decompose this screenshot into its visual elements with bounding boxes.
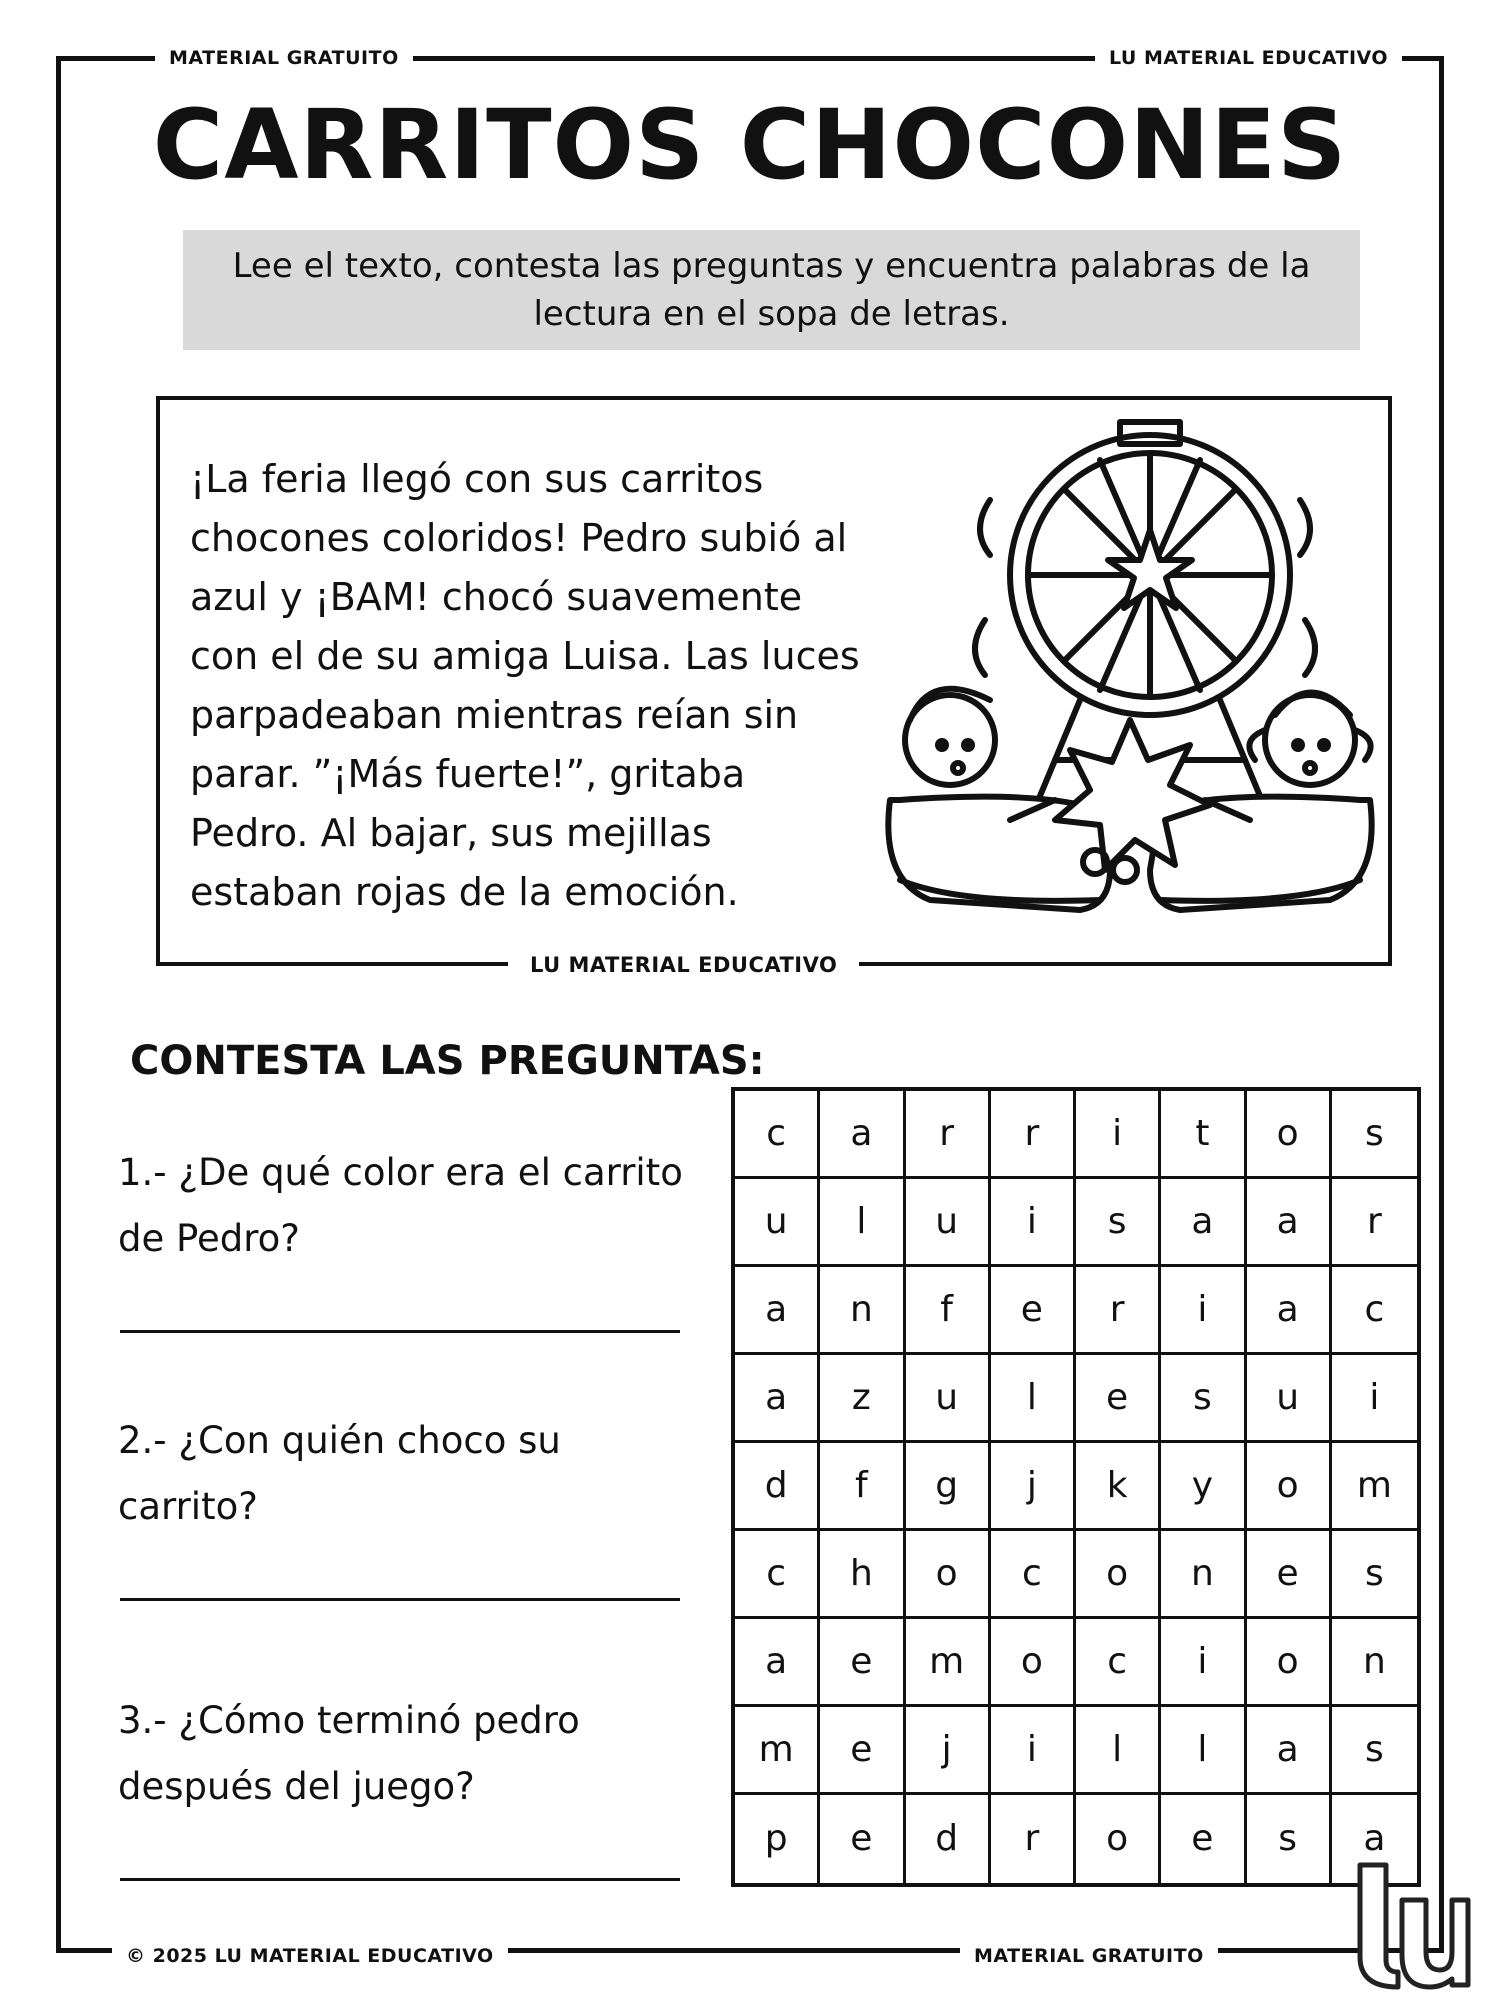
grid-cell[interactable]: o bbox=[1247, 1619, 1332, 1707]
grid-cell[interactable]: a bbox=[1247, 1707, 1332, 1795]
grid-cell[interactable]: f bbox=[820, 1443, 905, 1531]
grid-cell[interactable]: n bbox=[1332, 1619, 1417, 1707]
grid-cell[interactable]: r bbox=[1076, 1267, 1161, 1355]
reading-box bbox=[156, 396, 1392, 966]
grid-cell[interactable]: e bbox=[991, 1267, 1076, 1355]
grid-cell[interactable]: e bbox=[1247, 1531, 1332, 1619]
grid-cell[interactable]: k bbox=[1076, 1443, 1161, 1531]
grid-cell[interactable]: e bbox=[1161, 1795, 1246, 1883]
question-3: 3.- ¿Cómo terminó pedro después del juego? bbox=[118, 1699, 580, 1808]
grid-cell[interactable]: s bbox=[1161, 1355, 1246, 1443]
instructions-box: Lee el texto, contesta las preguntas y encuentra palabras de la lectura en el sopa de letras. bbox=[183, 230, 1360, 350]
grid-cell[interactable]: h bbox=[820, 1531, 905, 1619]
grid-cell[interactable]: t bbox=[1161, 1091, 1246, 1179]
grid-cell[interactable]: n bbox=[1161, 1531, 1246, 1619]
grid-cell[interactable]: c bbox=[1076, 1619, 1161, 1707]
grid-cell[interactable]: s bbox=[1247, 1795, 1332, 1883]
grid-cell[interactable]: o bbox=[906, 1531, 991, 1619]
grid-cell[interactable]: r bbox=[1332, 1179, 1417, 1267]
grid-cell[interactable]: e bbox=[820, 1707, 905, 1795]
grid-cell[interactable]: a bbox=[1161, 1179, 1246, 1267]
grid-cell[interactable]: s bbox=[1332, 1531, 1417, 1619]
grid-cell[interactable]: d bbox=[906, 1795, 991, 1883]
grid-cell[interactable]: a bbox=[735, 1355, 820, 1443]
top-right-label: LU MATERIAL EDUCATIVO bbox=[1095, 46, 1402, 70]
grid-cell[interactable]: u bbox=[906, 1355, 991, 1443]
grid-cell[interactable]: c bbox=[735, 1531, 820, 1619]
grid-cell[interactable]: o bbox=[1076, 1531, 1161, 1619]
grid-cell[interactable]: m bbox=[735, 1707, 820, 1795]
grid-cell[interactable]: a bbox=[735, 1267, 820, 1355]
bumper-cars-illustration bbox=[880, 400, 1380, 960]
grid-cell[interactable]: m bbox=[1332, 1443, 1417, 1531]
word-search-grid bbox=[731, 1087, 1421, 1887]
grid-cell[interactable]: c bbox=[735, 1091, 820, 1179]
answer-line-1[interactable] bbox=[120, 1330, 680, 1333]
reading-box-label: LU MATERIAL EDUCATIVO bbox=[508, 952, 859, 978]
grid-cell[interactable]: s bbox=[1076, 1179, 1161, 1267]
grid-cell[interactable]: p bbox=[735, 1795, 820, 1883]
grid-cell[interactable]: o bbox=[1247, 1091, 1332, 1179]
reading-text: ¡La feria llegó con sus carritos chocones coloridos! Pedro subió al azul y ¡BAM! chocó suavemente con el de su amiga Luisa. Las luces parpadeaban mientras reían sin parar. ”¡Más fuerte!”, gritaba Pedro. Al bajar, sus mejillas estaban rojas de la emoción. bbox=[190, 457, 860, 914]
grid-cell[interactable]: n bbox=[820, 1267, 905, 1355]
grid-cell[interactable]: d bbox=[735, 1443, 820, 1531]
grid-cell[interactable]: a bbox=[1247, 1179, 1332, 1267]
grid-cell[interactable]: r bbox=[991, 1795, 1076, 1883]
grid-cell[interactable]: i bbox=[991, 1179, 1076, 1267]
grid-cell[interactable]: i bbox=[1076, 1091, 1161, 1179]
grid-cell[interactable]: a bbox=[820, 1091, 905, 1179]
grid-cell[interactable]: z bbox=[820, 1355, 905, 1443]
grid-cell[interactable]: o bbox=[991, 1619, 1076, 1707]
bottom-right-label: MATERIAL GRATUITO bbox=[960, 1944, 1218, 1968]
grid-cell[interactable]: a bbox=[1247, 1267, 1332, 1355]
grid-cell[interactable]: g bbox=[906, 1443, 991, 1531]
grid-cell[interactable]: m bbox=[906, 1619, 991, 1707]
top-left-label: MATERIAL GRATUITO bbox=[155, 46, 413, 70]
answer-line-3[interactable] bbox=[120, 1878, 680, 1881]
lu-logo bbox=[1352, 1860, 1472, 1990]
grid-cell[interactable]: l bbox=[1076, 1707, 1161, 1795]
answer-line-2[interactable] bbox=[120, 1598, 680, 1601]
grid-cell[interactable]: l bbox=[991, 1355, 1076, 1443]
grid-cell[interactable]: e bbox=[820, 1619, 905, 1707]
grid-cell[interactable]: l bbox=[1161, 1707, 1246, 1795]
grid-cell[interactable]: f bbox=[906, 1267, 991, 1355]
grid-cell[interactable]: y bbox=[1161, 1443, 1246, 1531]
grid-cell[interactable]: r bbox=[991, 1091, 1076, 1179]
grid-cell[interactable]: u bbox=[906, 1179, 991, 1267]
grid-cell[interactable]: j bbox=[906, 1707, 991, 1795]
grid-cell[interactable]: i bbox=[1161, 1267, 1246, 1355]
grid-cell[interactable]: c bbox=[991, 1531, 1076, 1619]
grid-cell[interactable]: i bbox=[1332, 1355, 1417, 1443]
grid-cell[interactable]: l bbox=[820, 1179, 905, 1267]
grid-cell[interactable]: u bbox=[1247, 1355, 1332, 1443]
grid-cell[interactable]: a bbox=[735, 1619, 820, 1707]
grid-cell[interactable]: i bbox=[991, 1707, 1076, 1795]
grid-cell[interactable]: e bbox=[1076, 1355, 1161, 1443]
grid-cell[interactable]: e bbox=[820, 1795, 905, 1883]
grid-cell[interactable]: o bbox=[1247, 1443, 1332, 1531]
copyright-label: © 2025 LU MATERIAL EDUCATIVO bbox=[112, 1944, 508, 1968]
question-1: 1.- ¿De qué color era el carrito de Pedro? bbox=[118, 1151, 683, 1260]
grid-cell[interactable]: i bbox=[1161, 1619, 1246, 1707]
page-title: CARRITOS CHOCONES bbox=[152, 89, 1348, 201]
grid-cell[interactable]: c bbox=[1332, 1267, 1417, 1355]
question-2: 2.- ¿Con quién choco su carrito? bbox=[118, 1419, 561, 1528]
grid-cell[interactable]: a bbox=[1363, 1818, 1386, 1859]
grid-cell[interactable]: u bbox=[735, 1179, 820, 1267]
grid-cell[interactable]: o bbox=[1076, 1795, 1161, 1883]
grid-cell[interactable]: s bbox=[1332, 1707, 1417, 1795]
grid-cell[interactable]: r bbox=[906, 1091, 991, 1179]
questions-heading: CONTESTA LAS PREGUNTAS: bbox=[130, 1038, 765, 1084]
grid-cell[interactable]: j bbox=[991, 1443, 1076, 1531]
grid-cell[interactable]: s bbox=[1332, 1091, 1417, 1179]
